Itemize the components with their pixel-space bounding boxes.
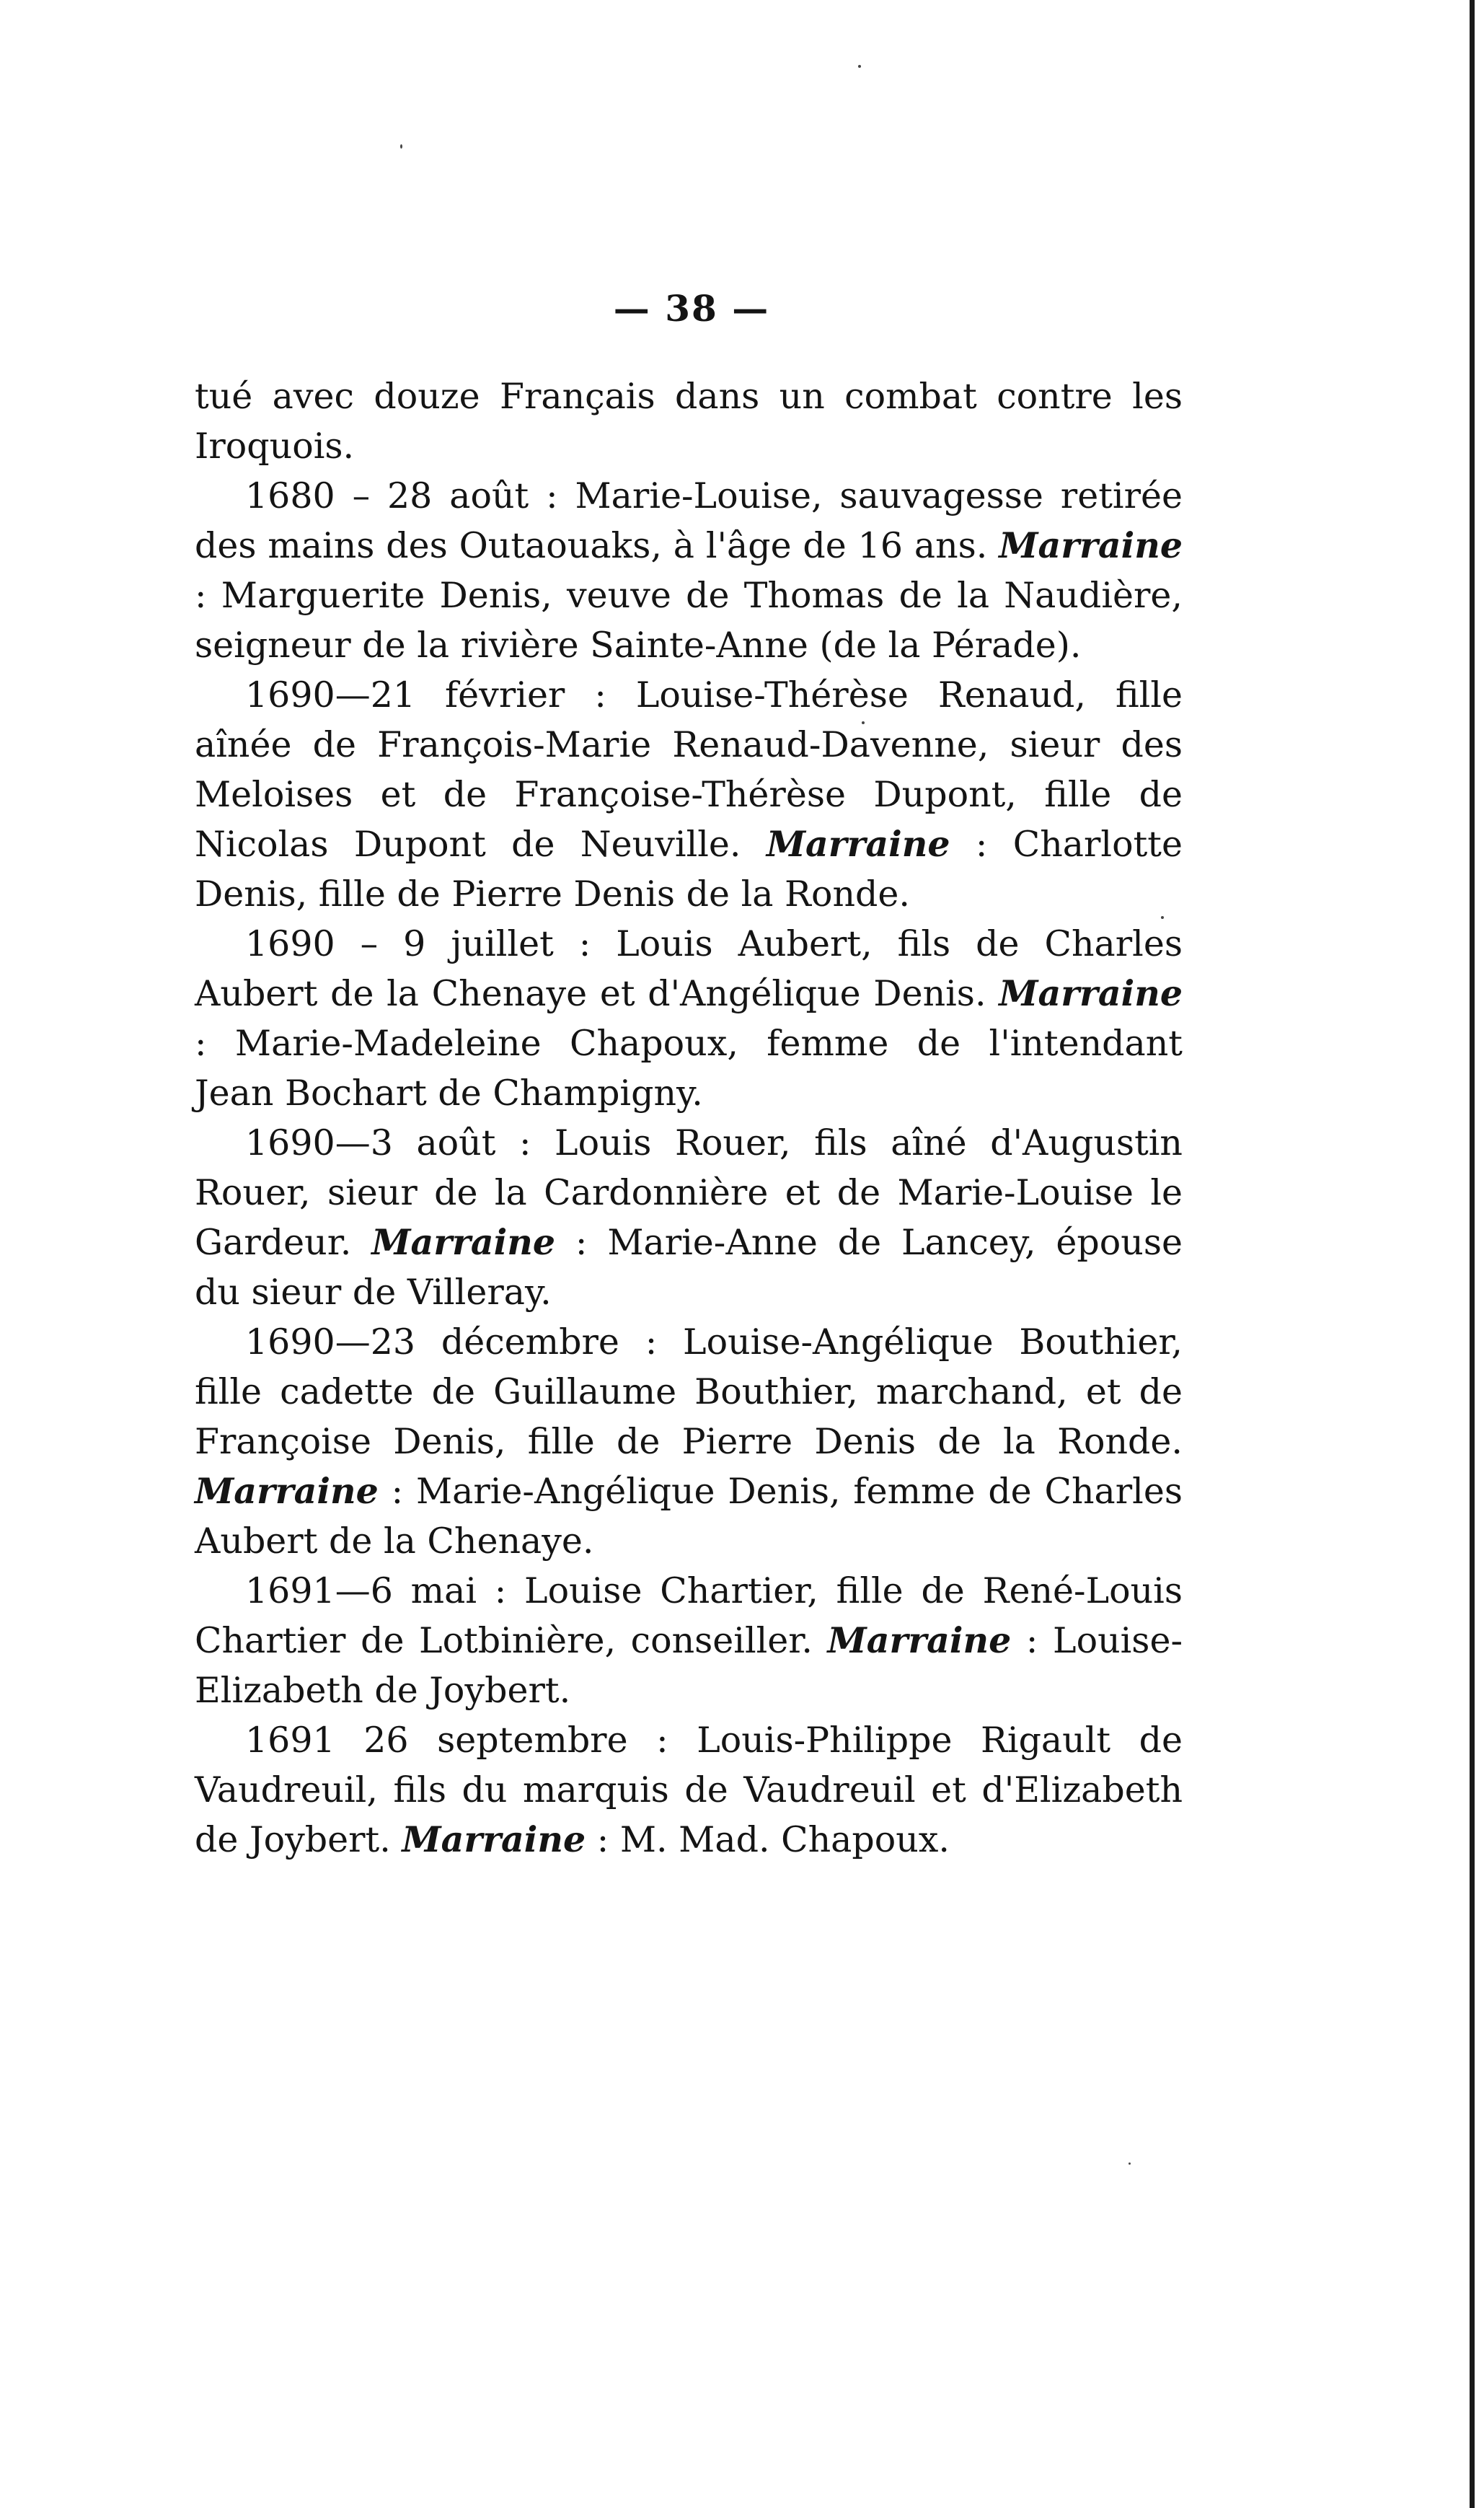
body-text [195,371,1183,1865]
godmother-name: : M. Mad. Chapoux. [586,1819,950,1860]
godmother-name: : Marie-Angélique Denis, femme de Charles Aubert de la Chenaye. [195,1471,1183,1562]
page-edge-rule [1470,0,1475,2508]
baptism-entry [195,471,1183,670]
entry-record: 1691 26 septembre : Louis-Philippe Rigault de Vaudreuil, fils du marquis de Vaudreuil et d'Elizabeth de Joybert. [195,1720,1183,1860]
godmother-name: : Charlotte Denis, fille de Pierre Denis de la Ronde. [195,824,1183,915]
baptism-entry [195,1118,1183,1317]
godmother-name: : Marguerite Denis, veuve de Thomas de la Naudière, seigneur de la rivière Sainte-Anne (de la Pérade). [195,575,1183,666]
paragraph-text: tué avec douze Français dans un combat contre les Iroquois. [195,376,1183,467]
godmother-name: : Marie-Madeleine Chapoux, femme de l'intendant Jean Bochart de Champigny. [195,1023,1183,1114]
ink-speck [858,65,861,68]
ink-speck [1129,2162,1131,2165]
godmother-name: : Louise-Elizabeth de Joybert. [195,1620,1183,1711]
page-number: — 38 — [613,287,770,330]
godmother-name: : Marie-Anne de Lancey, épouse du sieur de Villeray. [195,1222,1183,1313]
entry-record: 1690—3 août : Louis Rouer, fils aîné d'Augustin Rouer, sieur de la Cardonnière et de Marie-Louise le Gardeur. [195,1122,1183,1263]
baptism-entry [195,919,1183,1118]
entry-record: 1690—23 décembre : Louise-Angélique Bouthier, fille cadette de Guillaume Bouthier, marchand, et de Françoise Denis, fille de Pierre Denis de la Ronde. [195,1321,1183,1462]
godmother-label: Marraine [402,1818,586,1860]
godmother-label: Marraine [766,823,950,865]
godmother-label: Marraine [999,972,1183,1014]
baptism-entry [195,670,1183,919]
entry-record: 1691—6 mai : Louise Chartier, fille de René-Louis Chartier de Lotbinière, conseiller. [195,1570,1183,1661]
baptism-entry [195,1566,1183,1715]
ink-speck [400,144,402,149]
godmother-label: Marraine [195,1470,379,1512]
entry-record: 1690 – 9 juillet : Louis Aubert, fils de Charles Aubert de la Chenaye et d'Angélique Denis. [195,923,1183,1014]
baptism-entry [195,1715,1183,1865]
godmother-label: Marraine [827,1619,1012,1661]
continued-paragraph [195,371,1183,471]
godmother-label: Marraine [999,524,1183,566]
entry-record: 1680 – 28 août : Marie-Louise, sauvagesse retirée des mains des Outaouaks, à l'âge de 16 ans. [195,475,1183,566]
baptism-entry [195,1317,1183,1566]
entry-record: 1690—21 février : Louise-Thérèse Renaud, fille aînée de François-Marie Renaud-Davenne, sieur des Meloises et de Françoise-Thérèse Dupont, fille de Nicolas Dupont de Neuville. [195,674,1183,865]
godmother-label: Marraine [371,1221,556,1263]
